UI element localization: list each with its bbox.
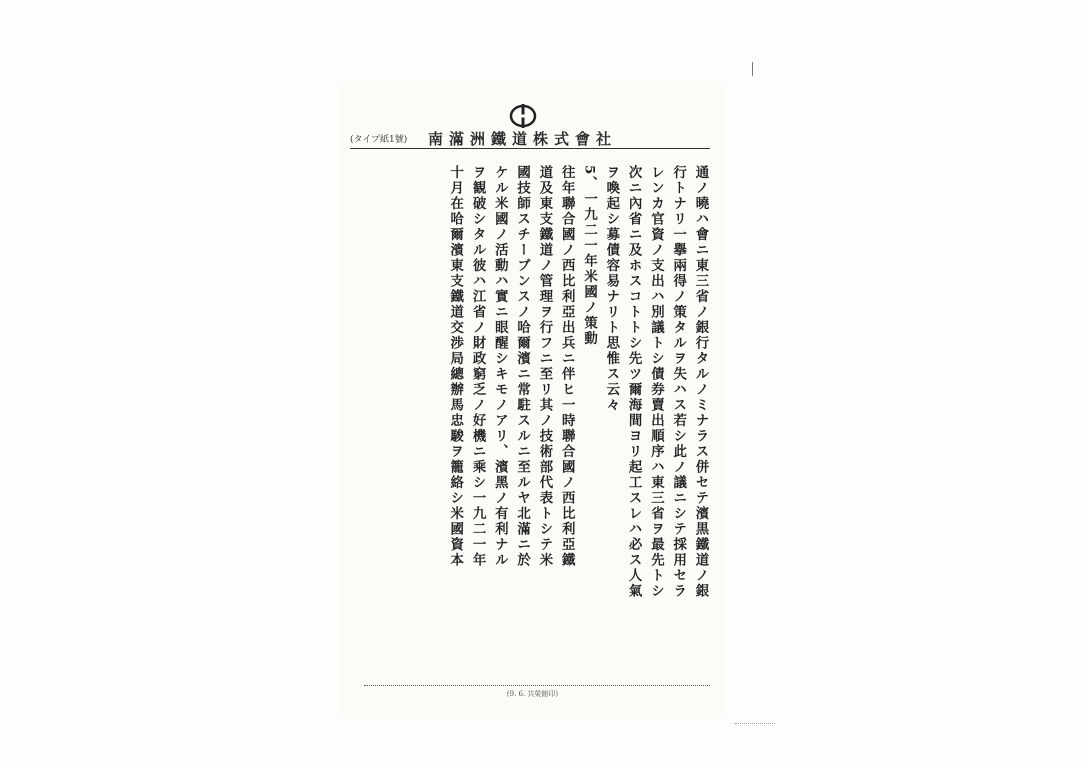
text-column: 往年聯合國ノ西比利亞出兵ニ伴ヒ一時聯合國ノ西比利亞鐵 <box>559 165 576 568</box>
company-name: 南滿洲鐵道株式會社 <box>428 130 618 148</box>
footer-divider <box>364 685 710 686</box>
form-type-label: (タイプ紙1號) <box>350 135 408 145</box>
text-column: 通ノ曉ハ會ニ東三省ノ銀行タルノミナラス併セテ濱黒鐵道ノ銀 <box>693 165 709 599</box>
printer-footer: (9. 6. 共榮館印) <box>506 690 559 698</box>
text-column: ヲ観破シタル彼ハ江省ノ財政窮乏ノ好機ニ乘シ一九二一年 <box>470 165 487 568</box>
text-column: 次ニ內省ニ及ホスコトトシ先ツ爾海間ヨリ起工スレハ必ス人氣 <box>626 165 643 599</box>
document-page <box>340 85 725 715</box>
text-column: レンカ官資ノ支出ハ別議トシ債券賣出順序ハ東三省ヲ最先トシ <box>648 165 665 599</box>
text-column: 十月在哈爾濱東支鐵道交渉局總辦馬忠駿ヲ籠絡シ米國資本 <box>447 165 464 568</box>
text-column: 行トナリ一擧兩得ノ策タルヲ失ハス若シ此ノ議ニシテ採用セラ <box>670 165 687 599</box>
text-column: ヲ喚起シ募債容易ナリト思惟ス云々 <box>603 165 620 413</box>
section-heading: 5、一九二一年米國ノ策動 <box>581 165 598 347</box>
letterhead <box>350 130 710 149</box>
company-logo-icon <box>507 103 539 129</box>
text-column: ケル米國ノ活動ハ實ニ眼醒シキモノアリ、濱黑ノ有利ナル <box>492 165 509 568</box>
text-column: 國技師スチーブンスノ哈爾濱ニ常駐スルニ至ルヤ北滿ニ於 <box>514 165 531 568</box>
scan-scribble <box>735 717 775 724</box>
scan-mark <box>752 62 753 76</box>
text-column: 道及東支鐵道ノ管理ヲ行フニ至リ其ノ技術部代表トシテ米 <box>536 165 553 568</box>
vertical-body-text <box>364 165 712 685</box>
